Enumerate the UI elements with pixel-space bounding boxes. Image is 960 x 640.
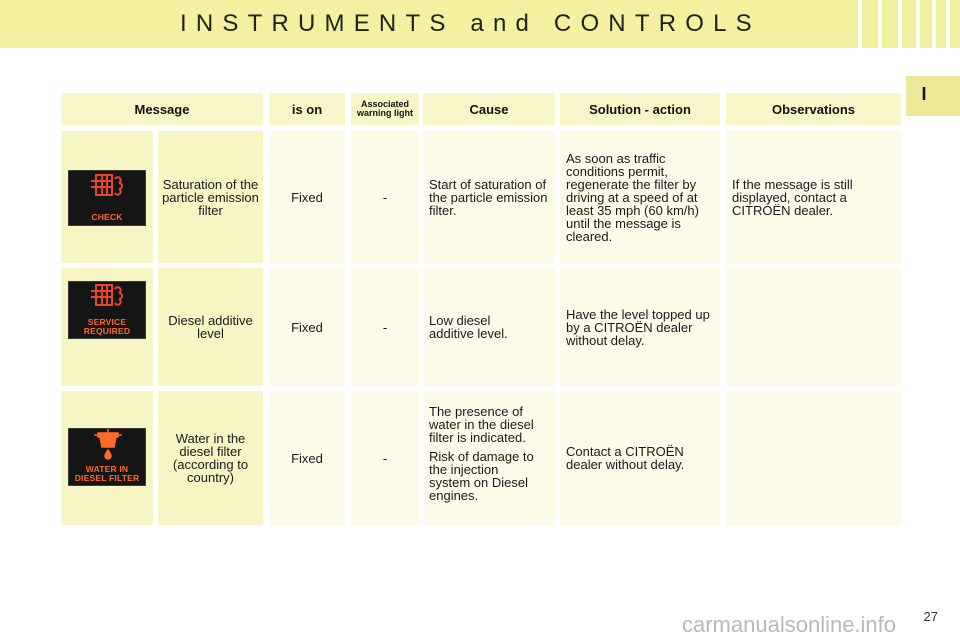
message-cell: Saturation of the particle emission filter xyxy=(158,131,263,263)
page-header xyxy=(0,0,960,48)
column-header-warning-light: Associated warning light xyxy=(351,93,419,125)
header-stripe xyxy=(932,0,936,48)
is-on-cell: Fixed xyxy=(269,131,345,263)
cause-cell xyxy=(423,391,555,525)
column-header-observations: Observations xyxy=(726,93,901,125)
cause-text: Start of saturation of the particle emission filter. xyxy=(429,176,548,218)
service-required-warning-icon xyxy=(68,281,146,339)
column-header-solution: Solution - action xyxy=(560,93,720,125)
is-on-cell: Fixed xyxy=(269,391,345,525)
column-header-cause: Cause xyxy=(423,93,555,125)
warning-icon-label: WATER IN DIESEL FILTER xyxy=(74,464,140,483)
column-header-message: Message xyxy=(61,93,263,125)
warning-icon-cell xyxy=(61,268,153,386)
solution-cell: Have the level topped up by a CITROËN dealer without delay. xyxy=(560,268,720,386)
message-cell: Water in the diesel filter (according to country) xyxy=(158,391,263,525)
cause-text: Low diesel additive level. xyxy=(429,313,508,341)
header-stripe xyxy=(878,0,882,48)
cause-cell xyxy=(423,268,555,386)
warning-icon-label: SERVICE REQUIRED xyxy=(83,317,131,336)
column-header-is-on: is on xyxy=(269,93,345,125)
cause-text: Risk of damage to the injection system on Diesel engines. xyxy=(429,449,534,503)
is-on-cell: Fixed xyxy=(269,268,345,386)
header-stripe xyxy=(916,0,920,48)
check-warning-icon xyxy=(68,170,146,226)
cause-cell xyxy=(423,131,555,263)
warning-light-cell: - xyxy=(351,131,419,263)
solution-cell: As soon as traffic conditions permit, regenerate the filter by driving at a speed of at least 35 mph (60 km/h) until the message is cleared. xyxy=(560,131,720,263)
chapter-tab xyxy=(906,76,960,116)
watermark: carmanualsonline.info xyxy=(682,612,897,637)
page-title: INSTRUMENTS and CONTROLS xyxy=(180,10,761,37)
water-in-diesel-filter-warning-icon xyxy=(68,428,146,486)
warning-light-cell: - xyxy=(351,391,419,525)
observations-cell xyxy=(726,268,901,386)
header-stripe xyxy=(898,0,902,48)
header-stripe xyxy=(858,0,862,48)
warning-icon-cell xyxy=(61,131,153,263)
warning-light-cell: - xyxy=(351,268,419,386)
observations-cell: If the message is still displayed, contact a CITROËN dealer. xyxy=(726,131,901,263)
cause-text: The presence of water in the diesel filter is indicated. xyxy=(429,404,534,445)
warning-icon-label: CHECK xyxy=(91,212,123,222)
header-stripe xyxy=(946,0,950,48)
message-cell: Diesel additive level xyxy=(158,268,263,386)
page-number: 27 xyxy=(923,609,938,624)
warning-icon-cell xyxy=(61,391,153,525)
observations-cell xyxy=(726,391,901,525)
solution-cell: Contact a CITROËN dealer without delay. xyxy=(560,391,720,525)
chapter-letter: I xyxy=(921,84,927,104)
